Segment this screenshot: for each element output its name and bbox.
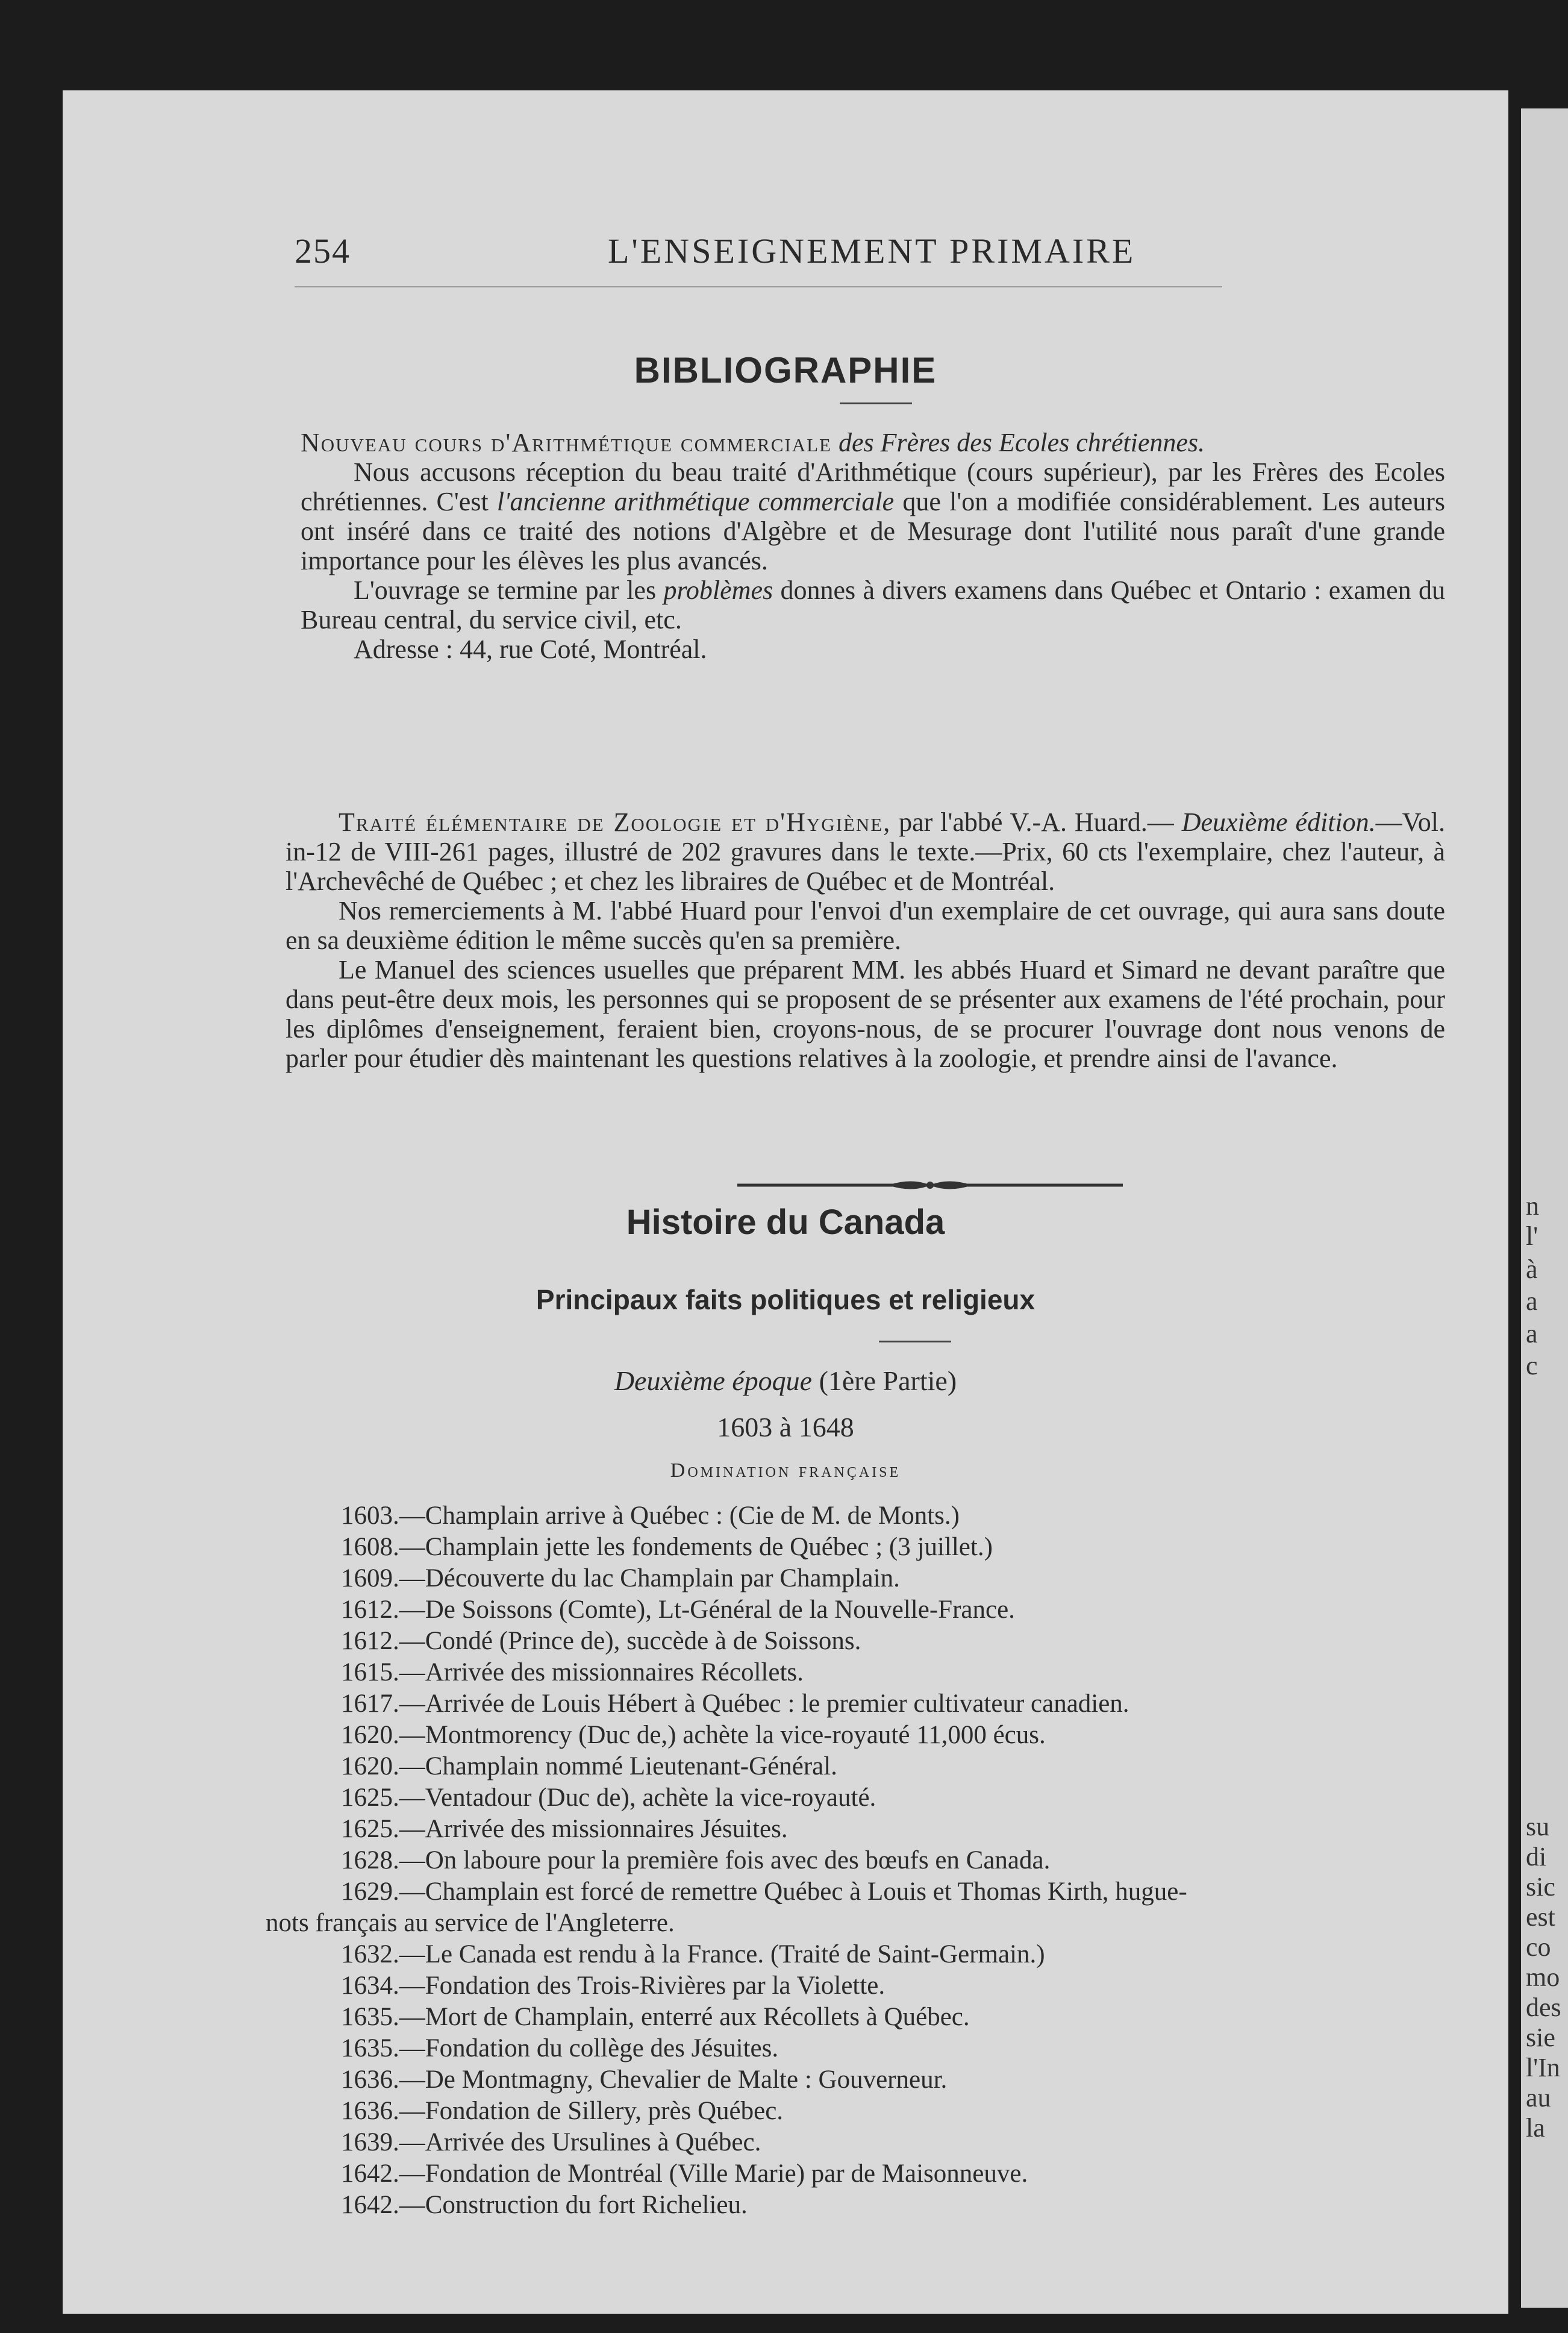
page-number: 254	[295, 231, 351, 271]
chronology-entry: 1609.—Découverte du lac Champlain par Champlain.	[341, 1564, 900, 1592]
epoch-line: Deuxième époque (1ère Partie)	[614, 1365, 957, 1396]
running-title: L'ENSEIGNEMENT PRIMAIRE	[608, 231, 1136, 271]
subtitle-rule	[879, 1341, 951, 1342]
chronology-entry: 1612.—Condé (Prince de), succède à de Soissons.	[341, 1627, 861, 1655]
chronology-entry: 1642.—Fondation de Montréal (Ville Marie) par de Maisonneuve.	[341, 2159, 1028, 2188]
chronology-entry: 1634.—Fondation des Trois-Rivières par la Violette.	[341, 1971, 886, 2000]
chronology-entry: 1625.—Ventadour (Duc de), achète la vice-royauté.	[341, 1783, 876, 1812]
history-subtitle: Principaux faits politiques et religieux	[536, 1284, 1035, 1315]
bibliography-entry-arithmetique: Nouveau cours d'Arithmétique commerciale des Frères des Ecoles chrétiennes. Nous accusons réception du beau traité d'Arithmétique (cours supérieur), par les Frères des Ecoles chrétiennes. C'est l'ancienne arithmétique commerciale que l'on a modifiée considérablement. Les auteurs ont inséré dans ce traité des notions d'Algèbre et de Mesurage dont l'utilité nous paraît d'une grande importance pour les élèves les plus avancés. L'ouvrage se termine par les problèmes donnes à divers examens dans Québec et Ontario : examen du Bureau central, du service civil, etc. Adresse : 44, rue Coté, Montréal.	[301, 428, 1445, 664]
chronology-entry: 1635.—Fondation du collège des Jésuites.	[341, 2034, 779, 2062]
chronology-entry: 1636.—Fondation de Sillery, près Québec.	[341, 2097, 784, 2125]
book-page	[63, 90, 1508, 2314]
period-years: 1603 à 1648	[717, 1412, 854, 1442]
chronology-entry: 1635.—Mort de Champlain, enterré aux Récollets à Québec.	[341, 2003, 970, 2031]
chronology-entry: 1617.—Arrivée de Louis Hébert à Québec : le premier cultivateur canadien.	[341, 1689, 1129, 1718]
chronology-entry: 1636.—De Montmagny, Chevalier de Malte : Gouverneur.	[341, 2065, 948, 2094]
chronology-entry: 1620.—Montmorency (Duc de,) achète la vice-royauté 11,000 écus.	[341, 1721, 1046, 1749]
history-title: Histoire du Canada	[626, 1203, 945, 1242]
chronology-entry-1629: 1629.—Champlain est forcé de remettre Québec à Louis et Thomas Kirth, hugue- nots français au service de l'Angleterre.	[266, 1877, 1187, 1937]
chronology-entry: 1620.—Champlain nommé Lieutenant-Général.	[341, 1752, 837, 1780]
chronology-entry: 1608.—Champlain jette les fondements de Québec ; (3 juillet.)	[341, 1533, 993, 1561]
facing-page-edge: n l' à a a c su di sic est co mo des sie l'In au la	[1521, 108, 1568, 2308]
bibliography-entry-zoologie: Traité élémentaire de Zoologie et d'Hygiène, par l'abbé V.-A. Huard.— Deuxième édition.—Vol. in-12 de VIII-261 pages, illustré de 202 gravures dans le texte.—Prix, 60 cts l'exemplaire, chez l'auteur, à l'Archevêché de Québec ; et chez les libraires de Québec et de Montréal. Nos remerciements à M. l'abbé Huard pour l'envoi d'un exemplaire de cet ouvrage, qui aura sans doute en sa deuxième édition le même succès qu'en sa première. Le Manuel des sciences usuelles que préparent MM. les abbés Huard et Simard ne devant paraître que dans peut-être deux mois, les personnes qui se proposent de se présenter aux examens de l'été prochain, pour les diplômes d'enseignement, feraient bien, croyons-nous, de se procurer l'ouvrage dont nous venons de parler pour étudier dès maintenant les questions relatives à la zoologie, et prendre ainsi de l'avance.	[286, 807, 1445, 1073]
chronology-entry: 1639.—Arrivée des Ursulines à Québec.	[341, 2128, 761, 2156]
bibliography-title: BIBLIOGRAPHIE	[634, 350, 937, 390]
chronology-entry: 1603.—Champlain arrive à Québec : (Cie de M. de Monts.)	[341, 1502, 960, 1530]
running-header	[295, 214, 1222, 287]
domination-label: Domination française	[670, 1459, 901, 1482]
chronology-entry: 1632.—Le Canada est rendu à la France. (Traité de Saint-Germain.)	[341, 1940, 1045, 1968]
chronology-entry: 1642.—Construction du fort Richelieu.	[341, 2191, 748, 2219]
chronology-entry: 1615.—Arrivée des missionnaires Récollets.	[341, 1658, 804, 1686]
address: Adresse : 44, rue Coté, Montréal.	[354, 634, 707, 664]
chronology-entry: 1625.—Arrivée des missionnaires Jésuites.	[341, 1815, 788, 1843]
title-rule	[840, 402, 912, 404]
chronology-entry: 1612.—De Soissons (Comte), Lt-Général de la Nouvelle-France.	[341, 1596, 1015, 1624]
ornamental-divider	[737, 1176, 1123, 1194]
chronology-list	[266, 1500, 1508, 2221]
chronology-entry: 1628.—On laboure pour la première fois avec des bœufs en Canada.	[341, 1846, 1051, 1874]
